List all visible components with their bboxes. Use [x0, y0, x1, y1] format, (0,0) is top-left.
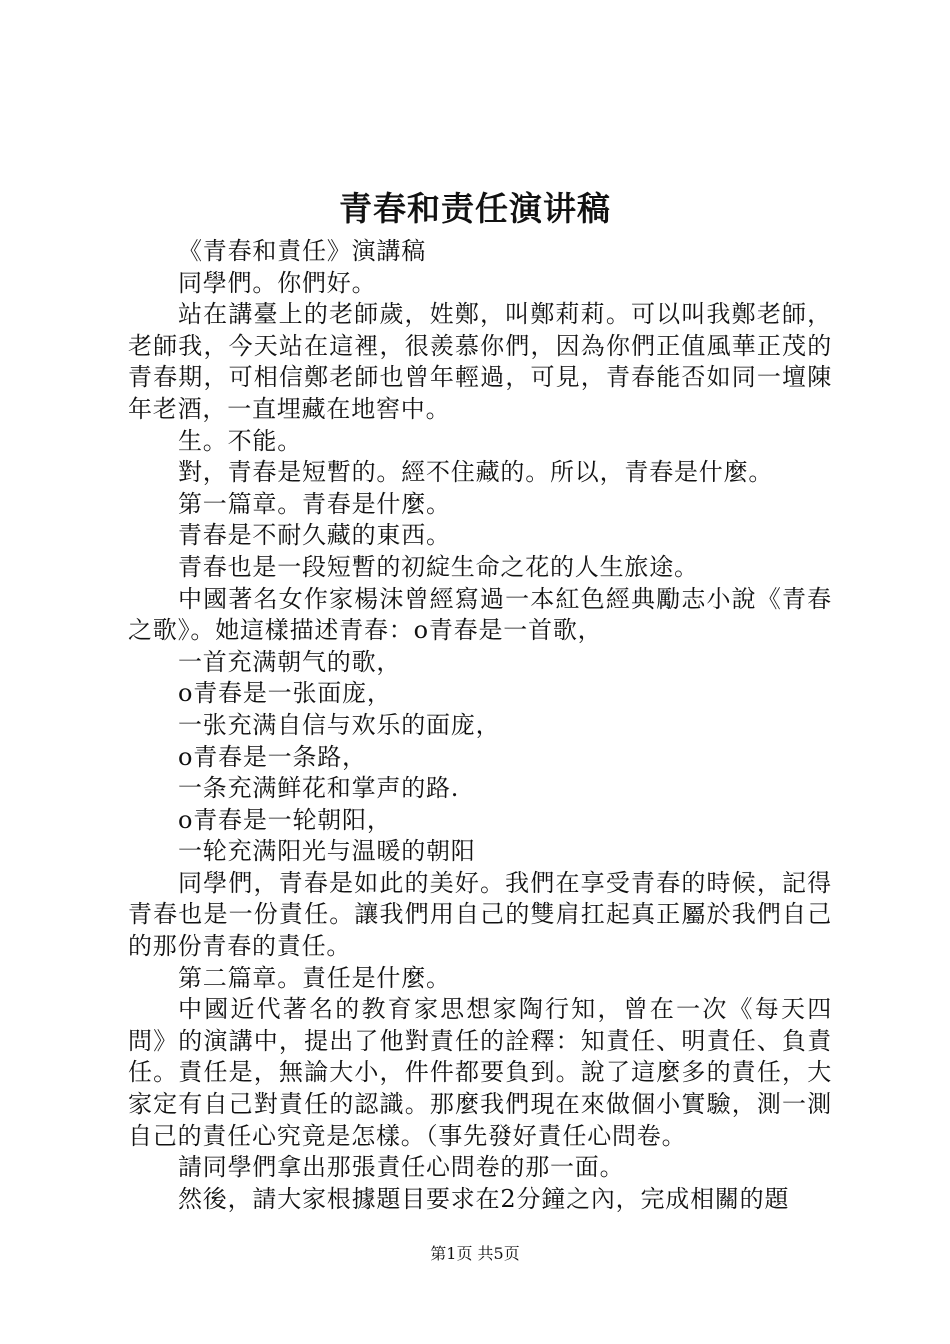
paragraph: 然後，請大家根據題目要求在2分鐘之內，完成相關的題 [178, 1184, 790, 1213]
paragraph: 同學們，青春是如此的美好。我們在享受青春的時候，記得青春也是一份責任。讓我們用自己的雙肩扛起真正屬於我們自己的那份青春的責任。 [128, 868, 832, 961]
paragraph: 青春是不耐久藏的東西。 [178, 521, 451, 550]
paragraph: 一首充满朝气的歌， [178, 647, 402, 676]
paragraph: o青春是一条路， [178, 742, 367, 771]
paragraph: 中國近代著名的教育家思想家陶行知，曾在一次《每天四問》的演講中，提出了他對責任的詮釋：知責任、明責任、負責任。責任是，無論大小，件件都要負到。說了這麼多的責任，大家定有自己對責任的認識。那麼我們現在來做個小實驗，測一測自己的責任心究竟是怎樣。（事先發好責任心問卷。 [128, 995, 832, 1150]
paragraph: 一条充满鲜花和掌声的路. [178, 774, 460, 803]
paragraph: 第一篇章。青春是什麼。 [178, 489, 451, 518]
paragraph: 青春也是一段短暫的初綻生命之花的人生旅途。 [178, 552, 699, 581]
document-body [128, 236, 832, 1215]
paragraph: o青春是一轮朝阳， [178, 805, 392, 834]
paragraph: 中國著名女作家楊沫曾經寫過一本紅色經典勵志小說《青春之歌》。她這樣描述青春：o青春是一首歌， [128, 584, 832, 645]
paragraph: 對，青春是短暫的。經不住藏的。所以，青春是什麼。 [178, 458, 774, 487]
paragraph: 請同學們拿出那張責任心問卷的那一面。 [178, 1153, 625, 1182]
document-title: 青春和责任演讲稿 [339, 189, 611, 228]
paragraph: 《青春和責任》演講稿 [178, 237, 426, 265]
paragraph: 第二篇章。責任是什麼。 [178, 963, 451, 992]
paragraph: 同學們。你們好。 [178, 268, 377, 297]
paragraph: 一轮充满阳光与温暖的朝阳 [178, 837, 476, 866]
paragraph: 一张充满自信与欢乐的面庞， [178, 710, 501, 739]
paragraph: o青春是一张面庞， [178, 679, 392, 708]
page-footer: 第1页 共5页 [430, 1244, 520, 1263]
paragraph: 站在講臺上的老師歲，姓鄭，叫鄭莉莉。可以叫我鄭老師，老師我，今天站在這裡，很羨慕你們，因為你們正值風華正茂的青春期，可相信鄭老師也曾年輕過，可見，青春能否如同一壇陳年老酒，一直埋藏在地窖中。 [128, 300, 832, 423]
paragraph: 生。不能。 [178, 426, 302, 455]
